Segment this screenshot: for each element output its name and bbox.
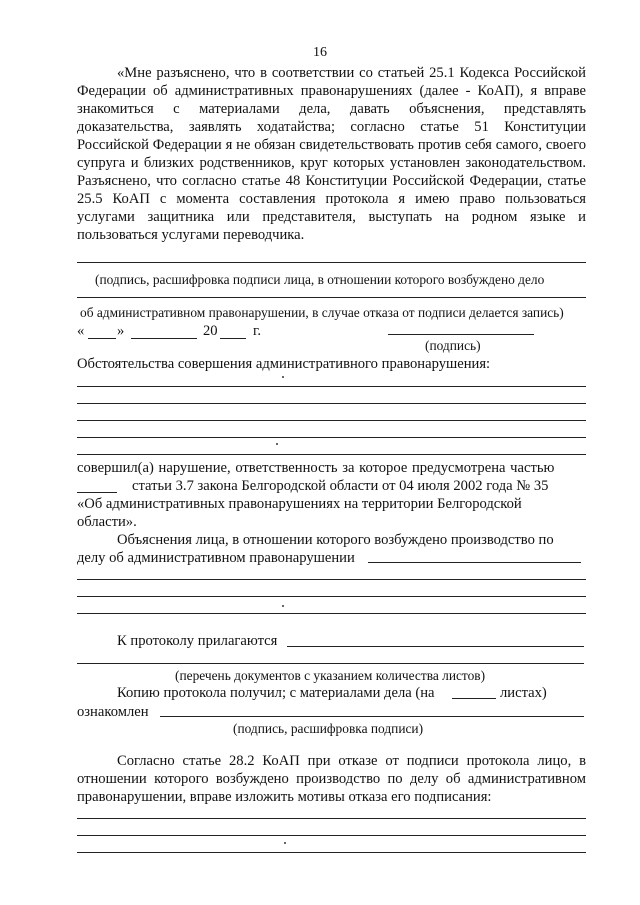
circumstances-label: Обстоятельства совершения административного правонарушения: xyxy=(77,356,491,372)
refusal-line-1[interactable] xyxy=(77,818,586,819)
year-field[interactable] xyxy=(220,338,246,339)
violation-text-line-3: «Об административных правонарушениях на территории Белгородской xyxy=(77,496,522,512)
explanations-label: Объяснения лица, в отношении которого возбуждено производство по xyxy=(117,532,554,548)
circumstances-line-3[interactable] xyxy=(77,420,586,421)
date-close-quote: » xyxy=(117,323,125,339)
copy-received-label: Копию протокола получил; с материалами дела (на xyxy=(117,685,435,701)
year-prefix: 20 xyxy=(203,323,218,339)
scan-dot xyxy=(284,842,286,844)
violation-text-line-4: области». xyxy=(77,514,137,530)
month-field[interactable] xyxy=(131,338,197,339)
attachments-label: К протоколу прилагаются xyxy=(117,633,278,649)
attachments-line-2[interactable] xyxy=(77,663,584,664)
signature-caption: (подпись, расшифровка подписи лица, в отношении которого возбуждено дело xyxy=(95,272,545,287)
attachments-caption: (перечень документов с указанием количества листов) xyxy=(175,668,486,683)
rights-explanation-paragraph: «Мне разъяснено, что в соответствии со статьей 25.1 Кодекса Российской Федерации об административных правонарушениях (далее - КоАП), я вправе знакомиться с материалами дела, давать объяснения, представлять доказательства, заявлять ходатайства; согласно статье 51 Конституции Российской Федерации я не обязан свидетельствовать против себя самого, своего супруга и близких родственников, круг которых установлен законодательством. Разъяснено, что согласно статье 48 Конституции Российской Федерации, статье 25.5 КоАП с момента составления протокола я имею право пользоваться услугами защитника или представителя, выступать на родном языке и пользоваться услугами переводчика. xyxy=(77,65,586,243)
acquainted-signature-line[interactable] xyxy=(160,716,584,717)
signature-line[interactable] xyxy=(77,262,586,263)
copy-received-suffix: листах) xyxy=(500,685,547,701)
refusal-paragraph: Согласно статье 28.2 КоАП при отказе от подписи протокола лицо, в отношении которого возбуждено производство по делу об административном правонарушении, вправе изложить мотивы отказа его подписания: xyxy=(77,753,586,805)
signature-short-line[interactable] xyxy=(388,334,534,335)
signature-line-2[interactable] xyxy=(77,297,586,298)
sheet-count-field[interactable] xyxy=(452,698,496,699)
signature-caption-continued: об административном правонарушении, в случае отказа от подписи делается запись) xyxy=(80,305,564,320)
scan-dot xyxy=(276,443,278,445)
article-part-field[interactable] xyxy=(77,492,117,493)
explanations-label-continued: делу об административном правонарушении xyxy=(77,550,355,566)
explanations-line-3[interactable] xyxy=(77,596,586,597)
date-open-quote: « xyxy=(77,323,85,339)
circumstances-line-4[interactable] xyxy=(77,437,586,438)
explanations-line-4[interactable] xyxy=(77,613,586,614)
attachments-line-1[interactable] xyxy=(287,646,584,647)
scan-dot xyxy=(282,376,284,378)
explanations-line-2[interactable] xyxy=(77,579,586,580)
violation-text-line-2: статьи 3.7 закона Белгородской области от 04 июля 2002 года № 35 xyxy=(132,478,549,494)
day-field[interactable] xyxy=(88,338,116,339)
year-suffix: г. xyxy=(253,323,261,339)
page-number: 16 xyxy=(313,45,327,60)
acquainted-signature-caption: (подпись, расшифровка подписи) xyxy=(233,721,424,736)
circumstances-line-5[interactable] xyxy=(77,454,586,455)
signature-caption-short: (подпись) xyxy=(425,338,481,353)
violation-text-line-1: совершил(а) нарушение, ответственность за которое предусмотрена частью xyxy=(77,460,555,476)
refusal-line-3[interactable] xyxy=(77,852,586,853)
circumstances-line-2[interactable] xyxy=(77,403,586,404)
scan-dot xyxy=(282,605,284,607)
explanations-line-1[interactable] xyxy=(368,562,581,563)
circumstances-line-1[interactable] xyxy=(77,386,586,387)
refusal-line-2[interactable] xyxy=(77,835,586,836)
acquainted-label: ознакомлен xyxy=(77,704,149,720)
